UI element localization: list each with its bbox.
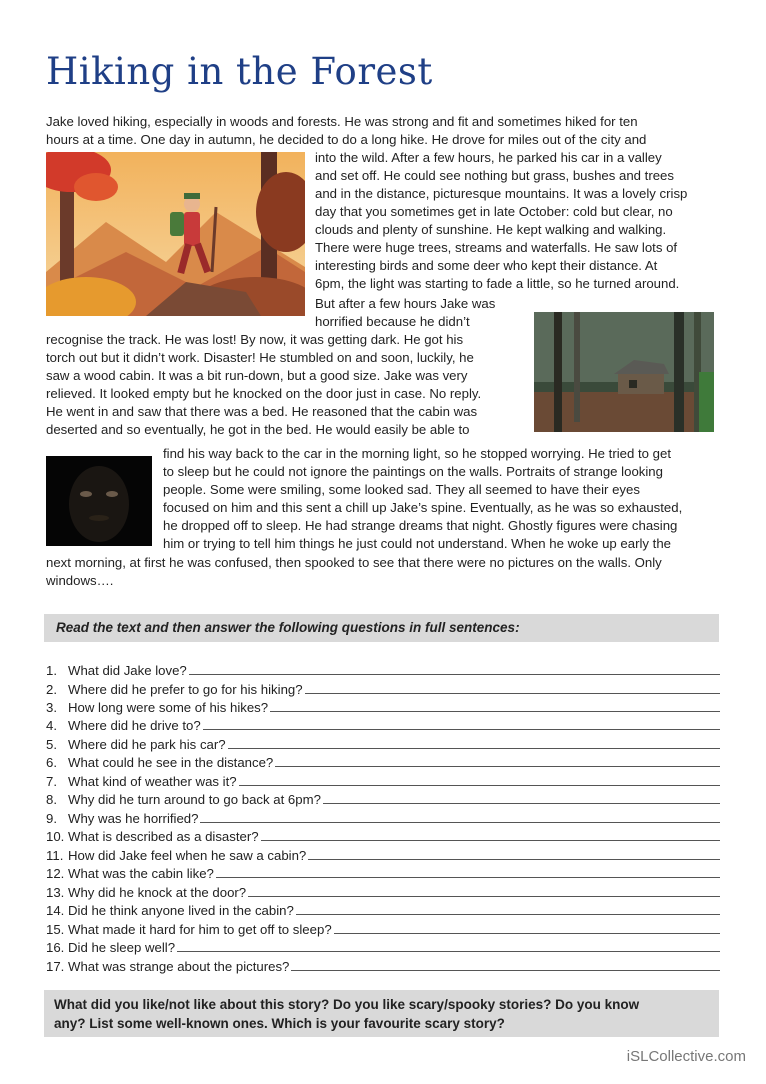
question-row <box>46 882 720 900</box>
dark-face-photo <box>46 456 152 546</box>
question-text: Where did he prefer to go for his hiking? <box>68 682 303 697</box>
story-line: clouds and plenty of sunshine. He kept walking and walking. <box>315 222 667 237</box>
question-text: Why was he horrified? <box>68 811 199 826</box>
story-line: horrified because he didn’t <box>315 314 470 329</box>
answer-line[interactable] <box>248 896 720 897</box>
question-text: What was the cabin like? <box>68 866 214 881</box>
answer-line[interactable] <box>203 729 720 730</box>
story-line: next morning, at first he was confused, then spooked to see that there were no pictures on the walls. Only <box>46 555 662 570</box>
question-number: 16. <box>46 940 65 955</box>
question-row <box>46 956 720 974</box>
discussion-question-line: What did you like/not like about this story? Do you like scary/spooky stories? Do you know <box>54 997 640 1012</box>
answer-line[interactable] <box>261 840 720 841</box>
answer-line[interactable] <box>270 711 720 712</box>
question-text: What kind of weather was it? <box>68 774 237 789</box>
question-number: 1. <box>46 663 57 678</box>
answer-line[interactable] <box>200 822 720 823</box>
question-text: What was strange about the pictures? <box>68 959 290 974</box>
question-row <box>46 697 720 715</box>
story-line: to sleep but he could not ignore the paintings on the walls. Portraits of strange looking <box>163 464 663 479</box>
question-text: Where did he park his car? <box>68 737 226 752</box>
cabin-photo <box>534 312 714 432</box>
answer-line[interactable] <box>189 674 720 675</box>
story-line: But after a few hours Jake was <box>315 296 496 311</box>
answer-line[interactable] <box>228 748 720 749</box>
question-row <box>46 771 720 789</box>
question-number: 17. <box>46 959 65 974</box>
question-number: 10. <box>46 829 65 844</box>
question-text: How did Jake feel when he saw a cabin? <box>68 848 307 863</box>
answer-line[interactable] <box>216 877 720 878</box>
question-row <box>46 660 720 678</box>
story-line: and in the distance, picturesque mountains. It was a lovely crisp <box>315 186 688 201</box>
question-row <box>46 845 720 863</box>
question-number: 14. <box>46 903 65 918</box>
story-line: find his way back to the car in the morning light, so he stopped worrying. He tried to get <box>163 446 671 461</box>
instructions-bar: Read the text and then answer the following questions in full sentences: <box>44 614 719 642</box>
question-row <box>46 863 720 881</box>
question-number: 11. <box>46 848 64 863</box>
question-text: Did he think anyone lived in the cabin? <box>68 903 294 918</box>
question-text: Why did he turn around to go back at 6pm? <box>68 792 321 807</box>
question-text: Where did he drive to? <box>68 718 201 733</box>
question-text: What did Jake love? <box>68 663 187 678</box>
answer-line[interactable] <box>323 803 720 804</box>
story-line: day that you sometimes get in late October: cold but clear, no <box>315 204 673 219</box>
story-line: recognise the track. He was lost! By now, it was getting dark. He got his <box>46 332 464 347</box>
question-row <box>46 937 720 955</box>
story-line: focused on him and this sent a chill up Jake’s spine. Eventually, as he was so exhausted, <box>163 500 683 515</box>
story-line: hours at a time. One day in autumn, he decided to do a long hike. He drove for miles out of the city and <box>46 132 647 147</box>
question-text: Why did he knock at the door? <box>68 885 247 900</box>
story-line: He went in and saw that there was a bed. He reasoned that the cabin was <box>46 404 478 419</box>
story-line: interesting birds and some deer who kept their distance. At <box>315 258 658 273</box>
story-line: Jake loved hiking, especially in woods and forests. He was strong and fit and sometimes hiked for ten <box>46 114 638 129</box>
question-number: 4. <box>46 718 57 733</box>
story-line: him or trying to tell him things he just could not understand. When he woke up early the <box>163 536 671 551</box>
story-line: There were huge trees, streams and waterfalls. He saw lots of <box>315 240 678 255</box>
question-number: 6. <box>46 755 57 770</box>
question-row <box>46 789 720 807</box>
question-number: 7. <box>46 774 57 789</box>
question-row <box>46 734 720 752</box>
question-number: 5. <box>46 737 57 752</box>
question-number: 3. <box>46 700 57 715</box>
answer-line[interactable] <box>291 970 720 971</box>
question-row <box>46 808 720 826</box>
answer-line[interactable] <box>239 785 720 786</box>
answer-line[interactable] <box>275 766 720 767</box>
question-text: How long were some of his hikes? <box>68 700 269 715</box>
answer-line[interactable] <box>308 859 720 860</box>
story-line: windows…. <box>46 573 114 588</box>
question-number: 15. <box>46 922 65 937</box>
answer-line[interactable] <box>305 693 720 694</box>
question-row <box>46 919 720 937</box>
question-text: What made it hard for him to get off to sleep? <box>68 922 332 937</box>
question-row <box>46 715 720 733</box>
story-line: deserted and so eventually, he got in the bed. He would easily be able to <box>46 422 470 437</box>
story-line: he dropped off to sleep. He had strange dreams that night. Ghostly figures were chasing <box>163 518 678 533</box>
story-line: and set off. He could see nothing but grass, bushes and trees <box>315 168 674 183</box>
hiker-illustration <box>46 152 305 316</box>
question-row <box>46 826 720 844</box>
story-line: 6pm, the light was starting to fade a little, so he turned around. <box>315 276 680 291</box>
discussion-question-line: any? List some well-known ones. Which is your favourite scary story? <box>54 1016 505 1031</box>
answer-line[interactable] <box>296 914 720 915</box>
question-number: 9. <box>46 811 57 826</box>
watermark: iSLCollective.com <box>626 1048 746 1065</box>
discussion-question-box <box>44 990 719 1037</box>
question-text: What could he see in the distance? <box>68 755 274 770</box>
question-text: What is described as a disaster? <box>68 829 259 844</box>
question-row <box>46 752 720 770</box>
question-number: 12. <box>46 866 65 881</box>
story-line: saw a wood cabin. It was a bit run-down, but a good size. Jake was very <box>46 368 468 383</box>
page-title: Hiking in the Forest <box>46 50 433 93</box>
question-text: Did he sleep well? <box>68 940 176 955</box>
question-row <box>46 679 720 697</box>
story-line: torch out but it didn’t work. Disaster! He stumbled on and soon, luckily, he <box>46 350 474 365</box>
question-number: 2. <box>46 682 57 697</box>
story-line: relieved. It looked empty but he knocked on the door just in case. No reply. <box>46 386 482 401</box>
question-row <box>46 900 720 918</box>
story-line: into the wild. After a few hours, he parked his car in a valley <box>315 150 662 165</box>
story-line: people. Some were smiling, some looked sad. They all seemed to have their eyes <box>163 482 640 497</box>
question-number: 13. <box>46 885 65 900</box>
answer-line[interactable] <box>334 933 720 934</box>
answer-line[interactable] <box>177 951 720 952</box>
question-number: 8. <box>46 792 57 807</box>
